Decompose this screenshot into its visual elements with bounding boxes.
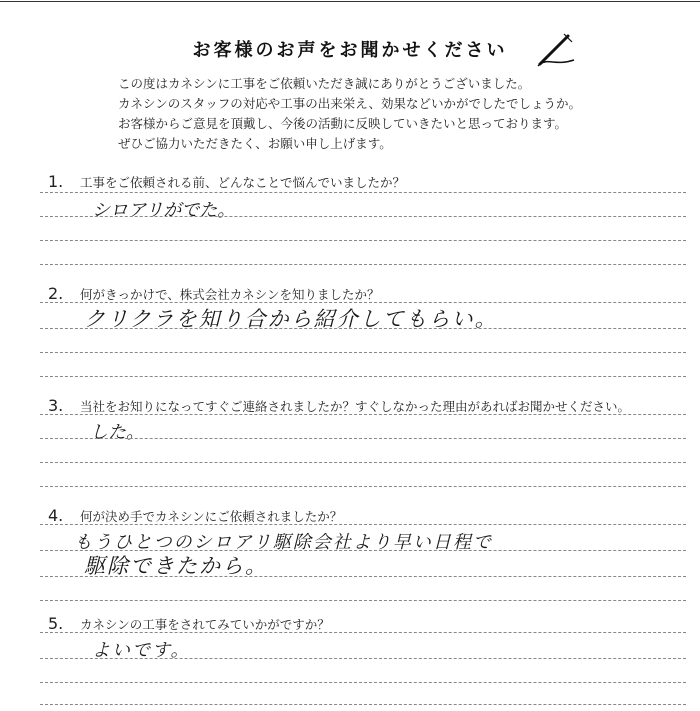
- intro-line: カネシンのスタッフの対応や工事の出来栄え、効果などいかがでしたでしょうか。: [118, 96, 581, 111]
- question-rule: [40, 192, 686, 193]
- form-title: お客様のお声をお聞かせください: [192, 40, 508, 61]
- answer-rule: [40, 328, 686, 329]
- intro-line: この度はカネシンに工事をご依頼いただき誠にありがとうございました。: [118, 76, 531, 91]
- question-rule: [40, 414, 686, 415]
- question-text: カネシンの工事をされてみていかがですか？: [80, 617, 330, 632]
- answer-rule: [40, 576, 686, 577]
- answer-4-line-2: 駆除できたから。: [84, 554, 268, 578]
- answer-rule: [40, 462, 686, 463]
- answer-rule: [40, 438, 686, 439]
- question-1: [48, 172, 405, 191]
- question-text: 工事をご依頼される前、どんなことで悩んでいましたか？: [80, 175, 406, 190]
- question-number: 1.: [48, 172, 64, 191]
- answer-rule: [40, 486, 686, 487]
- answer-rule: [40, 658, 686, 659]
- answer-rule: [40, 682, 686, 683]
- question-3: [48, 396, 630, 415]
- question-2: [48, 284, 379, 303]
- answer-rule: [40, 376, 686, 377]
- answer-rule: [40, 264, 686, 265]
- question-text: 何が決め手でカネシンにご依頼されましたか？: [80, 509, 343, 524]
- top-border: [0, 1, 700, 2]
- answer-rule: [40, 352, 686, 353]
- pen-writing-icon: [534, 30, 576, 70]
- intro-line: お客様からご意見を頂戴し、今後の活動に反映していきたいと思っております。: [118, 116, 568, 131]
- answer-3-line-1: した。: [90, 422, 144, 443]
- question-rule: [40, 632, 686, 633]
- intro-text: [118, 74, 581, 154]
- question-number: 3.: [48, 396, 64, 415]
- answer-2-line-1: クリクラを知り合から紹介してもらい。: [84, 307, 498, 331]
- answer-rule: [40, 240, 686, 241]
- question-number: 5.: [48, 614, 64, 633]
- question-5: [48, 614, 330, 633]
- answer-rule: [40, 600, 686, 601]
- answer-5-line-1: よいです。: [92, 640, 191, 661]
- question-number: 4.: [48, 506, 64, 525]
- question-text: 何がきっかけで、株式会社カネシンを知りましたか？: [80, 287, 380, 302]
- question-text: 当社をお知りになってすぐご連絡されましたか？すぐしなかった理由があればお聞かせください。: [80, 399, 631, 414]
- answer-4-line-1: もうひとつのシロアリ駆除会社より早い日程で: [74, 532, 493, 553]
- question-rule: [40, 524, 686, 525]
- question-number: 2.: [48, 284, 64, 303]
- answer-1-line-1: シロアリがでた。: [92, 200, 236, 221]
- answer-rule: [40, 704, 686, 705]
- question-4: [48, 506, 342, 525]
- intro-line: ぜひご協力いただきたく、お願い申し上げます。: [118, 136, 392, 151]
- answer-rule: [40, 216, 686, 217]
